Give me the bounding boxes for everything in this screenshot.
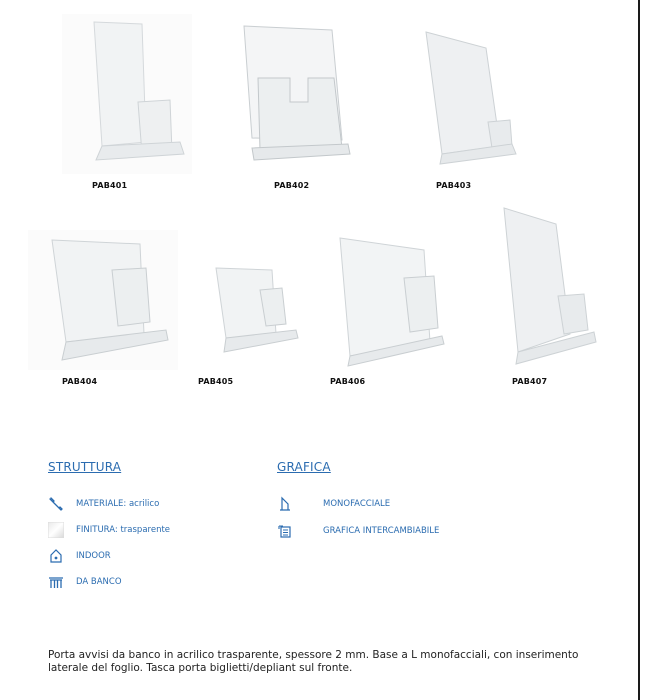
product-code-pab406: PAB406 [330, 377, 366, 386]
product-code-pab405: PAB405 [198, 377, 234, 386]
counter-table-icon [48, 574, 64, 590]
product-image-pab406 [330, 232, 450, 372]
feature-finitura-label: FINITURA: trasparente [76, 525, 171, 535]
page-edge-line [638, 0, 640, 700]
product-image-pab401 [62, 14, 192, 174]
feature-finitura [48, 522, 170, 538]
product-code-pab401: PAB401 [92, 181, 128, 190]
interchangeable-graphic-icon [277, 523, 293, 539]
struttura-heading[interactable]: STRUTTURA [48, 460, 122, 474]
wrench-icon [48, 496, 64, 512]
feature-monofacciale-label: MONOFACCIALE [323, 499, 391, 509]
product-code-pab403: PAB403 [436, 181, 472, 190]
product-image-pab402 [238, 20, 354, 170]
product-image-pab403 [412, 26, 522, 166]
product-code-pab402: PAB402 [274, 181, 310, 190]
product-image-pab404 [28, 230, 178, 370]
feature-grafica-intercambiabile-label: GRAFICA INTERCAMBIABILE [323, 526, 440, 536]
product-code-pab404: PAB404 [62, 377, 98, 386]
feature-materiale [48, 496, 159, 512]
product-image-pab405 [206, 262, 306, 362]
product-code-pab407: PAB407 [512, 377, 548, 386]
feature-indoor-label: INDOOR [76, 551, 111, 561]
grafica-heading[interactable]: GRAFICA [277, 460, 331, 474]
feature-da-banco [48, 574, 122, 590]
feature-materiale-label: MATERIALE: acrilico [76, 499, 160, 509]
indoor-house-icon [48, 548, 64, 564]
product-image-pab407 [494, 202, 604, 368]
feature-grafica-intercambiabile [277, 523, 439, 539]
product-description: Porta avvisi da banco in acrilico trasparente, spessore 2 mm. Base a L monofacciali, con inserimento laterale del foglio. Tasca porta biglietti/depliant sul fronte. [48, 649, 579, 674]
feature-da-banco-label: DA BANCO [76, 577, 122, 587]
feature-monofacciale [277, 496, 390, 512]
feature-indoor [48, 548, 111, 564]
single-face-icon [277, 496, 293, 512]
finish-swatch-icon [48, 522, 64, 538]
